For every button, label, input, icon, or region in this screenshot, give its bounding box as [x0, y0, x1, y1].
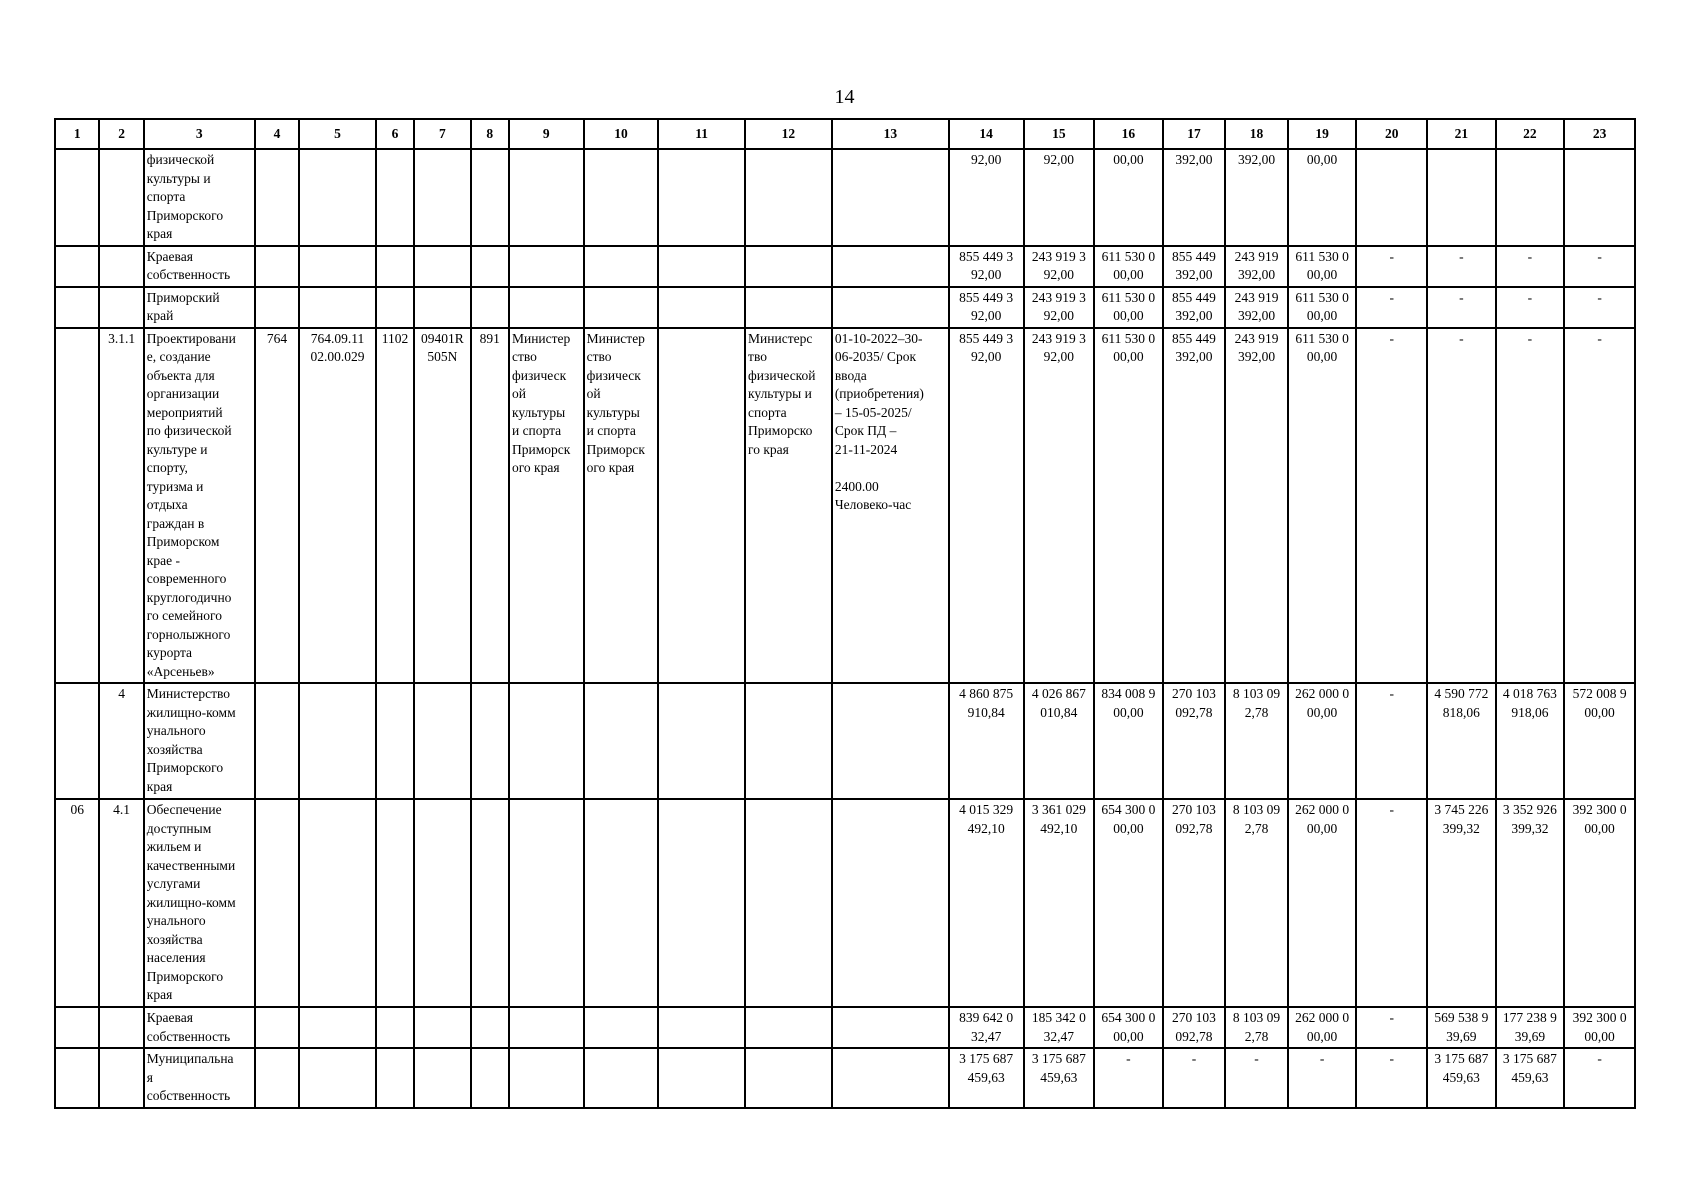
cell-c16: 654 300 0 00,00: [1094, 1007, 1163, 1048]
cell-c6: [376, 799, 414, 1007]
cell-c14: 855 449 3 92,00: [949, 287, 1024, 328]
cell-c12: [745, 683, 832, 799]
cell-c21: [1427, 149, 1496, 246]
cell-c22: 177 238 9 39,69: [1496, 1007, 1565, 1048]
cell-c5: [299, 287, 376, 328]
cell-c15: 243 919 3 92,00: [1024, 246, 1095, 287]
cell-c13: 01-10-2022–30- 06-2035/ Срок ввода (приобретения) – 15-05-2025/ Срок ПД – 21-11-2024 2400.00 Человеко-час: [832, 328, 949, 684]
page-number: 14: [834, 86, 855, 108]
header-cell: 12: [745, 119, 832, 149]
cell-c18: 392,00: [1225, 149, 1288, 246]
cell-c12: [745, 1048, 832, 1108]
header-cell: 1: [55, 119, 99, 149]
cell-c15: 92,00: [1024, 149, 1095, 246]
cell-c8: [471, 287, 509, 328]
cell-c8: [471, 1007, 509, 1048]
cell-c4: [255, 1048, 299, 1108]
cell-c5: 764.09.11 02.00.029: [299, 328, 376, 684]
table-row: [55, 246, 1635, 287]
cell-c20: [1356, 149, 1427, 246]
cell-c22: -: [1496, 246, 1565, 287]
cell-c9: [509, 1007, 584, 1048]
cell-c11: [658, 1048, 745, 1108]
cell-c14: 855 449 3 92,00: [949, 246, 1024, 287]
cell-c20: -: [1356, 1007, 1427, 1048]
cell-c16: 834 008 9 00,00: [1094, 683, 1163, 799]
cell-c4: 764: [255, 328, 299, 684]
cell-c6: [376, 246, 414, 287]
cell-c3: Приморский край: [144, 287, 255, 328]
cell-c6: [376, 1007, 414, 1048]
cell-c5: [299, 683, 376, 799]
cell-c2: [99, 1007, 143, 1048]
header-cell: 13: [832, 119, 949, 149]
cell-c4: [255, 246, 299, 287]
table-row: [55, 1007, 1635, 1048]
header-row: [55, 119, 1635, 149]
cell-c6: [376, 287, 414, 328]
cell-c12: [745, 149, 832, 246]
cell-c15: 243 919 3 92,00: [1024, 287, 1095, 328]
cell-c1: [55, 1007, 99, 1048]
cell-c22: [1496, 149, 1565, 246]
header-cell: 7: [414, 119, 471, 149]
cell-c1: [55, 328, 99, 684]
cell-c7: [414, 149, 471, 246]
cell-c15: 4 026 867 010,84: [1024, 683, 1095, 799]
cell-c1: [55, 246, 99, 287]
cell-c19: 611 530 0 00,00: [1288, 287, 1357, 328]
cell-c17: 392,00: [1163, 149, 1226, 246]
cell-c11: [658, 246, 745, 287]
header-cell: 5: [299, 119, 376, 149]
cell-c5: [299, 149, 376, 246]
header-cell: 2: [99, 119, 143, 149]
cell-c4: [255, 1007, 299, 1048]
cell-c10: [584, 287, 659, 328]
cell-c10: [584, 1007, 659, 1048]
cell-c8: [471, 683, 509, 799]
cell-c21: -: [1427, 246, 1496, 287]
cell-c16: 00,00: [1094, 149, 1163, 246]
cell-c15: 3 361 029 492,10: [1024, 799, 1095, 1007]
header-cell: 21: [1427, 119, 1496, 149]
cell-c9: [509, 246, 584, 287]
cell-c8: [471, 1048, 509, 1108]
table-row: [55, 328, 1635, 684]
cell-c22: 4 018 763 918,06: [1496, 683, 1565, 799]
cell-c13: [832, 246, 949, 287]
cell-c19: 262 000 0 00,00: [1288, 799, 1357, 1007]
cell-c14: 839 642 0 32,47: [949, 1007, 1024, 1048]
cell-c6: [376, 1048, 414, 1108]
cell-c8: [471, 149, 509, 246]
cell-c22: 3 352 926 399,32: [1496, 799, 1565, 1007]
table-row: [55, 1048, 1635, 1108]
cell-c9: [509, 799, 584, 1007]
cell-c12: [745, 287, 832, 328]
cell-c1: [55, 683, 99, 799]
cell-c3: Проектировани е, создание объекта для организации мероприятий по физической культуре и спорту, туризма и отдыха граждан в Приморском крае - современного круглогодично го семейного горнолыжного курорта «Арсеньев»: [144, 328, 255, 684]
cell-c23: -: [1564, 328, 1635, 684]
cell-c15: 243 919 3 92,00: [1024, 328, 1095, 684]
header-cell: 10: [584, 119, 659, 149]
cell-c17: 855 449 392,00: [1163, 246, 1226, 287]
cell-c7: [414, 246, 471, 287]
cell-c13: [832, 149, 949, 246]
header-cell: 3: [144, 119, 255, 149]
cell-c12: [745, 799, 832, 1007]
cell-c2: [99, 246, 143, 287]
cell-c23: 392 300 0 00,00: [1564, 799, 1635, 1007]
cell-c2: 3.1.1: [99, 328, 143, 684]
cell-c2: 4.1: [99, 799, 143, 1007]
cell-c14: 855 449 3 92,00: [949, 328, 1024, 684]
cell-c16: 611 530 0 00,00: [1094, 287, 1163, 328]
header-cell: 22: [1496, 119, 1565, 149]
cell-c18: 8 103 09 2,78: [1225, 1007, 1288, 1048]
cell-c6: [376, 683, 414, 799]
cell-c1: 06: [55, 799, 99, 1007]
cell-c4: [255, 683, 299, 799]
cell-c4: [255, 287, 299, 328]
cell-c11: [658, 683, 745, 799]
cell-c9: [509, 287, 584, 328]
table-row: [55, 683, 1635, 799]
cell-c13: [832, 1007, 949, 1048]
cell-c6: 1102: [376, 328, 414, 684]
cell-c1: [55, 1048, 99, 1108]
table-row: [55, 149, 1635, 246]
cell-c21: -: [1427, 328, 1496, 684]
cell-c16: 654 300 0 00,00: [1094, 799, 1163, 1007]
cell-c20: -: [1356, 246, 1427, 287]
cell-c23: -: [1564, 1048, 1635, 1108]
cell-c3: Краевая собственность: [144, 1007, 255, 1048]
cell-c5: [299, 246, 376, 287]
cell-c20: -: [1356, 683, 1427, 799]
cell-c10: [584, 246, 659, 287]
cell-c22: -: [1496, 328, 1565, 684]
cell-c13: [832, 1048, 949, 1108]
cell-c19: -: [1288, 1048, 1357, 1108]
header-cell: 20: [1356, 119, 1427, 149]
cell-c18: 243 919 392,00: [1225, 246, 1288, 287]
header-cell: 15: [1024, 119, 1095, 149]
header-cell: 19: [1288, 119, 1357, 149]
header-cell: 14: [949, 119, 1024, 149]
cell-c16: -: [1094, 1048, 1163, 1108]
cell-c10: [584, 1048, 659, 1108]
cell-c19: 611 530 0 00,00: [1288, 328, 1357, 684]
header-cell: 16: [1094, 119, 1163, 149]
cell-c16: 611 530 0 00,00: [1094, 246, 1163, 287]
cell-c16: 611 530 0 00,00: [1094, 328, 1163, 684]
cell-c17: 270 103 092,78: [1163, 1007, 1226, 1048]
header-cell: 23: [1564, 119, 1635, 149]
cell-c17: -: [1163, 1048, 1226, 1108]
cell-c9: [509, 683, 584, 799]
header-cell: 6: [376, 119, 414, 149]
cell-c19: 611 530 0 00,00: [1288, 246, 1357, 287]
cell-c4: [255, 149, 299, 246]
header-cell: 9: [509, 119, 584, 149]
cell-c3: Министерство жилищно-комм унального хозяйства Приморского края: [144, 683, 255, 799]
cell-c21: 3 745 226 399,32: [1427, 799, 1496, 1007]
cell-c22: 3 175 687 459,63: [1496, 1048, 1565, 1108]
cell-c7: [414, 683, 471, 799]
cell-c11: [658, 799, 745, 1007]
cell-c17: 270 103 092,78: [1163, 683, 1226, 799]
cell-c18: -: [1225, 1048, 1288, 1108]
cell-c10: Министер ство физическ ой культуры и спорта Приморск ого края: [584, 328, 659, 684]
cell-c18: 243 919 392,00: [1225, 328, 1288, 684]
cell-c7: [414, 799, 471, 1007]
cell-c4: [255, 799, 299, 1007]
cell-c20: -: [1356, 799, 1427, 1007]
cell-c5: [299, 1007, 376, 1048]
cell-c9: [509, 149, 584, 246]
cell-c8: 891: [471, 328, 509, 684]
cell-c5: [299, 799, 376, 1007]
cell-c17: 855 449 392,00: [1163, 287, 1226, 328]
cell-c21: 3 175 687 459,63: [1427, 1048, 1496, 1108]
cell-c9: [509, 1048, 584, 1108]
cell-c5: [299, 1048, 376, 1108]
cell-c7: [414, 1048, 471, 1108]
cell-c14: 3 175 687 459,63: [949, 1048, 1024, 1108]
cell-c7: 09401R 505N: [414, 328, 471, 684]
cell-c7: [414, 1007, 471, 1048]
cell-c18: 8 103 09 2,78: [1225, 683, 1288, 799]
cell-c21: 4 590 772 818,06: [1427, 683, 1496, 799]
cell-c13: [832, 683, 949, 799]
cell-c8: [471, 799, 509, 1007]
cell-c12: Министерс тво физической культуры и спорта Приморско го края: [745, 328, 832, 684]
cell-c23: 572 008 9 00,00: [1564, 683, 1635, 799]
cell-c15: 3 175 687 459,63: [1024, 1048, 1095, 1108]
cell-c11: [658, 328, 745, 684]
cell-c2: [99, 287, 143, 328]
cell-c20: -: [1356, 328, 1427, 684]
cell-c23: [1564, 149, 1635, 246]
cell-c23: -: [1564, 246, 1635, 287]
cell-c23: -: [1564, 287, 1635, 328]
cell-c20: -: [1356, 287, 1427, 328]
cell-c11: [658, 1007, 745, 1048]
cell-c8: [471, 246, 509, 287]
table-row: [55, 799, 1635, 1007]
cell-c18: 243 919 392,00: [1225, 287, 1288, 328]
cell-c19: 00,00: [1288, 149, 1357, 246]
cell-c12: [745, 246, 832, 287]
header-cell: 11: [658, 119, 745, 149]
cell-c1: [55, 149, 99, 246]
cell-c9: Министер ство физическ ой культуры и спорта Приморск ого края: [509, 328, 584, 684]
header-cell: 17: [1163, 119, 1226, 149]
cell-c22: -: [1496, 287, 1565, 328]
cell-c11: [658, 149, 745, 246]
cell-c13: [832, 287, 949, 328]
cell-c6: [376, 149, 414, 246]
header-cell: 18: [1225, 119, 1288, 149]
cell-c17: 855 449 392,00: [1163, 328, 1226, 684]
cell-c3: Обеспечение доступным жильем и качественными услугами жилищно-комм унального хозяйства населения Приморского края: [144, 799, 255, 1007]
budget-table: [54, 118, 1636, 1109]
cell-c19: 262 000 0 00,00: [1288, 683, 1357, 799]
cell-c2: [99, 149, 143, 246]
cell-c21: -: [1427, 287, 1496, 328]
cell-c10: [584, 683, 659, 799]
cell-c18: 8 103 09 2,78: [1225, 799, 1288, 1007]
cell-c3: Муниципальна я собственность: [144, 1048, 255, 1108]
cell-c2: 4: [99, 683, 143, 799]
cell-c1: [55, 287, 99, 328]
header-cell: 8: [471, 119, 509, 149]
cell-c14: 4 015 329 492,10: [949, 799, 1024, 1007]
cell-c15: 185 342 0 32,47: [1024, 1007, 1095, 1048]
cell-c10: [584, 149, 659, 246]
cell-c3: физической культуры и спорта Приморского края: [144, 149, 255, 246]
table-row: [55, 287, 1635, 328]
cell-c14: 92,00: [949, 149, 1024, 246]
header-cell: 4: [255, 119, 299, 149]
cell-c23: 392 300 0 00,00: [1564, 1007, 1635, 1048]
cell-c10: [584, 799, 659, 1007]
cell-c21: 569 538 9 39,69: [1427, 1007, 1496, 1048]
cell-c7: [414, 287, 471, 328]
cell-c12: [745, 1007, 832, 1048]
cell-c17: 270 103 092,78: [1163, 799, 1226, 1007]
cell-c2: [99, 1048, 143, 1108]
cell-c11: [658, 287, 745, 328]
cell-c13: [832, 799, 949, 1007]
cell-c3: Краевая собственность: [144, 246, 255, 287]
cell-c20: -: [1356, 1048, 1427, 1108]
cell-c14: 4 860 875 910,84: [949, 683, 1024, 799]
cell-c19: 262 000 0 00,00: [1288, 1007, 1357, 1048]
